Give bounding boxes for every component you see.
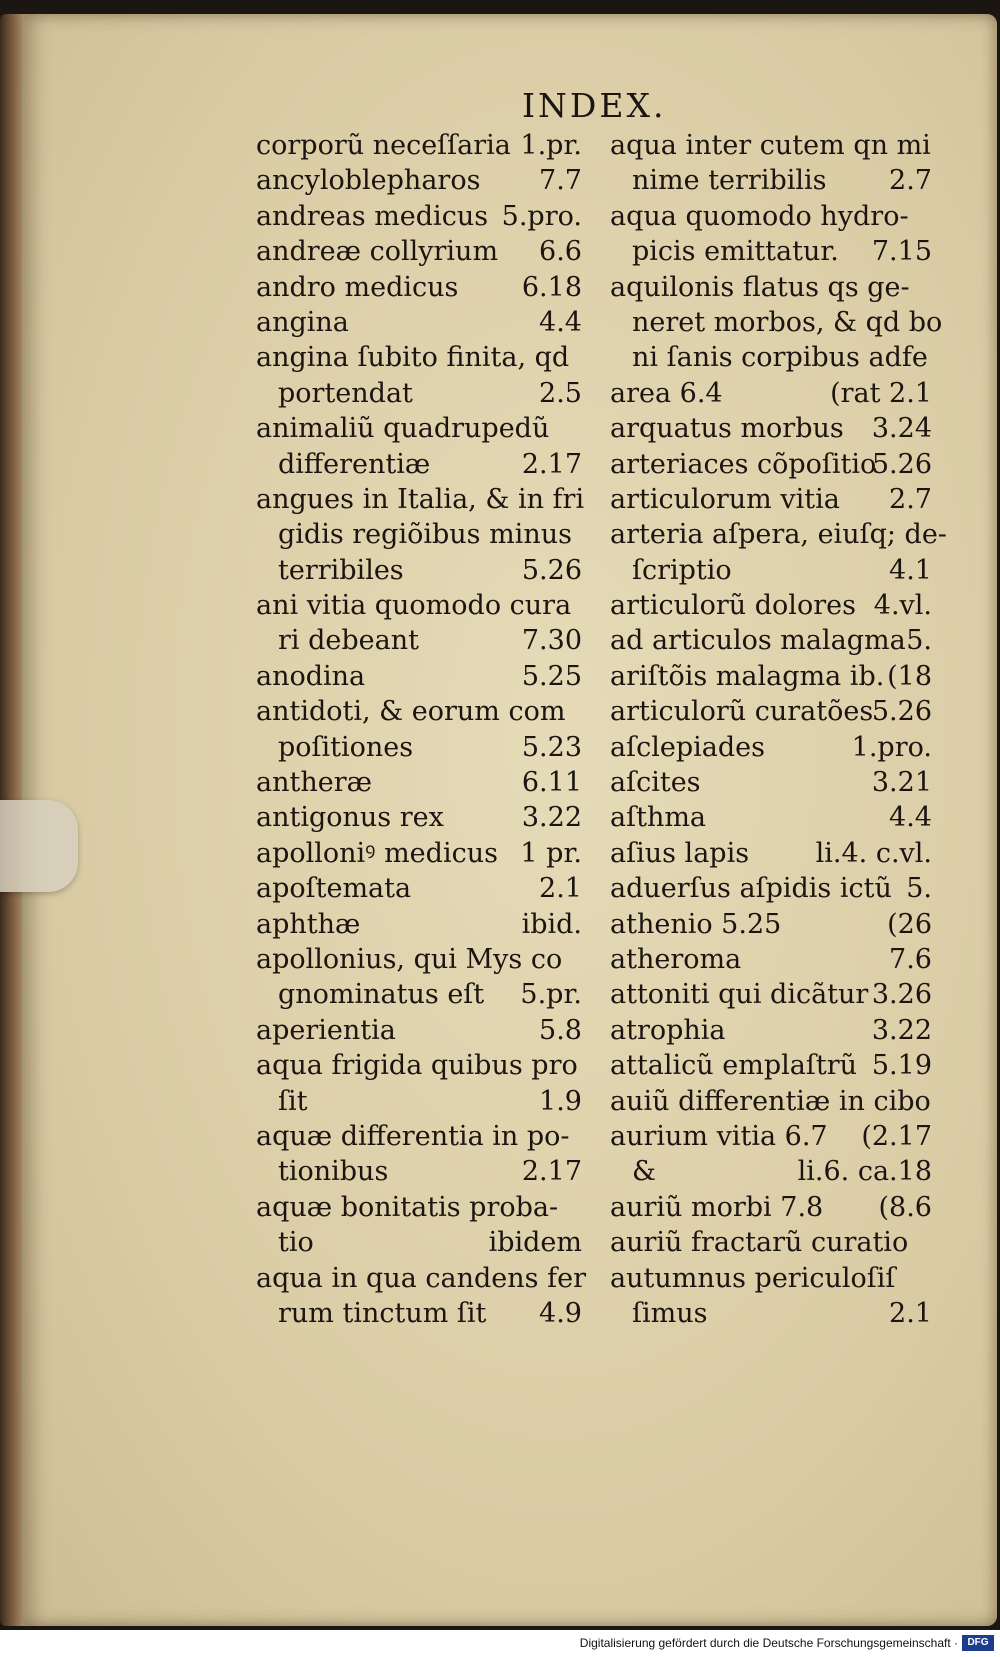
index-entry-reference: 5.26: [521, 554, 582, 586]
index-entry: [610, 942, 932, 977]
index-entry-reference: 4.vl.: [873, 590, 932, 622]
index-entry-reference: 5.pr.: [520, 979, 582, 1011]
index-entry: [610, 800, 932, 835]
index-entry: [610, 553, 932, 588]
index-entry-reference: 3.22: [871, 1014, 932, 1046]
index-entry-reference: 3.22: [521, 802, 582, 834]
index-entry-reference: 7.30: [521, 625, 582, 657]
index-entry-text: attalicũ emplaſtrũ: [610, 1050, 857, 1082]
index-entry-reference: 1.9: [539, 1085, 582, 1117]
index-entry: [256, 942, 582, 977]
index-entry: [610, 871, 932, 906]
index-entry-reference: 4.4: [539, 306, 582, 338]
index-entry-text: andreas medicus: [256, 200, 489, 232]
index-entry-text: gidis regiõibus minus: [278, 519, 572, 551]
index-entry-text: ſcriptio: [632, 554, 732, 586]
index-entry-reference: 4.1: [889, 554, 932, 586]
index-entry: [610, 1013, 932, 1048]
index-entry: [256, 128, 582, 163]
index-entry-reference: 1.pr.: [520, 130, 582, 161]
index-entry-reference: 5.25: [521, 660, 582, 692]
index-entry: [610, 1190, 932, 1225]
index-entry: [610, 482, 932, 517]
index-entry-text: &: [632, 1156, 657, 1188]
index-entry-text: atrophia: [610, 1014, 726, 1046]
index-entry: [256, 836, 582, 871]
index-entry-text: poſitiones: [278, 731, 414, 763]
index-entry-reference: 5.: [906, 625, 932, 657]
index-entry-text: aperientia: [256, 1014, 396, 1046]
index-entry-text: arteriaces cõpoſitio: [610, 448, 877, 480]
index-entry-reference: 5.26: [871, 696, 932, 728]
index-entry: [256, 163, 582, 198]
index-entry-reference: ibid.: [521, 908, 582, 940]
index-entry: [610, 376, 932, 411]
index-entry: [256, 1154, 582, 1189]
index-entry-text: area 6.4: [610, 377, 723, 409]
index-entry: [610, 447, 932, 482]
index-entry: [256, 694, 582, 729]
index-entry-text: aqua in qua candens fer: [256, 1262, 586, 1294]
index-entry-text: animaliũ quadrupedũ: [256, 413, 550, 445]
index-entry-text: apolloniꝰ medicus: [256, 837, 498, 869]
index-entry-text: ſimus: [632, 1297, 708, 1329]
index-entry: [610, 659, 932, 694]
index-entry: [610, 730, 932, 765]
index-entry: [256, 1190, 582, 1225]
index-entry-text: attoniti qui dicãtur: [610, 979, 869, 1011]
index-entry: [610, 305, 943, 340]
index-entry-reference: 4.9: [539, 1297, 582, 1329]
index-entry-reference: 5.19: [871, 1050, 932, 1082]
footer-credit: Digitalisierung gefördert durch die Deutsche Forschungsgemeinschaft ·: [579, 1636, 958, 1650]
index-entry-text: ni ſanis corpibus adfe: [632, 342, 928, 374]
index-entry-text: aquilonis flatus qs ge-: [610, 271, 910, 303]
index-entry-reference: 3.24: [871, 413, 932, 445]
index-entry-text: antheræ: [256, 767, 372, 799]
index-entry-reference: (2.17: [861, 1120, 932, 1152]
index-entry-text: atheroma: [610, 943, 742, 975]
index-entry: [256, 447, 582, 482]
index-entry-text: angina ſubito finita, qd: [256, 342, 570, 374]
index-entry-reference: 2.5: [539, 377, 582, 409]
index-entry-reference: 7.7: [539, 165, 582, 197]
index-entry-text: anodina: [256, 660, 366, 692]
index-entry-reference: 7.15: [871, 236, 932, 268]
index-entry-reference: li.4. c.vl.: [815, 837, 932, 869]
index-entry-reference: (8.6: [878, 1191, 932, 1223]
index-entry: [610, 907, 932, 942]
index-entry-reference: 5.26: [871, 448, 932, 480]
index-entry: [610, 1261, 932, 1296]
index-entry-text: ancyloblepharos: [256, 165, 481, 197]
index-entry: [256, 482, 585, 517]
index-entry: [610, 1225, 932, 1260]
index-right-column: [610, 128, 947, 1331]
index-entry: [610, 517, 947, 552]
index-entry-text: corporũ neceſſaria: [256, 130, 511, 161]
index-entry-text: aquæ differentia in po-: [256, 1120, 570, 1152]
index-entry: [610, 623, 932, 658]
index-entry-text: andreæ collyrium: [256, 236, 499, 268]
index-entry-text: articulorũ curatões: [610, 696, 874, 728]
index-entry-text: aſius lapis: [610, 837, 750, 869]
index-entry-text: ariſtõis malagma ib.: [610, 660, 885, 692]
index-entry: [610, 234, 932, 269]
index-entry-text: aqua quomodo hydro-: [610, 200, 909, 232]
index-entry: [610, 694, 932, 729]
index-entry: [256, 1296, 582, 1331]
index-entry-text: aduerſus aſpidis ictũ: [610, 873, 892, 905]
index-entry-text: aſthma: [610, 802, 707, 834]
index-entry: [610, 977, 932, 1012]
index-entry: [256, 199, 582, 234]
index-entry-text: ad articulos malagma: [610, 625, 906, 657]
index-entry-reference: 2.17: [521, 1156, 582, 1188]
index-entry-reference: (26: [887, 908, 932, 940]
index-entry-reference: 5.23: [521, 731, 582, 763]
index-entry: [610, 765, 932, 800]
index-entry-reference: 5.pro.: [501, 200, 582, 232]
index-entry: [610, 836, 932, 871]
index-entry-reference: 6.6: [539, 236, 582, 268]
index-entry-text: aquæ bonitatis proba-: [256, 1191, 559, 1223]
index-entry-reference: 5.: [906, 873, 932, 905]
index-entry: [256, 340, 582, 375]
index-entry-text: tio: [278, 1227, 314, 1259]
index-entry: [256, 1261, 586, 1296]
index-entry: [256, 517, 582, 552]
index-entry: [256, 659, 582, 694]
index-entry: [256, 730, 582, 765]
dfg-logo: DFG: [962, 1635, 994, 1651]
index-entry-reference: li.6. ca.18: [797, 1156, 932, 1188]
index-entry-text: aqua frigida quibus pro: [256, 1050, 578, 1082]
index-entry-text: portendat: [278, 377, 413, 409]
index-entry: [256, 270, 582, 305]
index-entry: [256, 871, 582, 906]
index-entry-text: rum tinctum ſit: [278, 1297, 487, 1329]
index-entry-reference: ibidem: [488, 1227, 582, 1259]
index-entry-text: neret morbos, & qd bo: [632, 306, 943, 338]
index-entry-reference: 2.7: [889, 165, 932, 197]
index-entry-text: ſit: [278, 1085, 308, 1117]
index-entry-text: aſcites: [610, 767, 701, 799]
index-entry: [256, 1119, 582, 1154]
index-entry: [610, 1296, 932, 1331]
page-header: INDEX.: [522, 86, 667, 125]
index-entry-reference: 3.26: [871, 979, 932, 1011]
index-entry-text: arquatus morbus: [610, 413, 844, 445]
index-entry: [256, 623, 582, 658]
index-entry-reference: 7.6: [889, 943, 932, 975]
index-entry-text: differentiæ: [278, 448, 431, 480]
index-entry-text: tionibus: [278, 1156, 389, 1188]
index-entry-text: gnominatus eſt: [278, 979, 485, 1011]
index-entry-reference: 1.pro.: [851, 731, 932, 763]
index-entry: [610, 1119, 932, 1154]
index-entry: [256, 1084, 582, 1119]
index-entry-text: angues in Italia, & in fri: [256, 483, 585, 515]
index-entry-text: angina: [256, 306, 349, 338]
index-entry-text: articulorum vitia: [610, 483, 840, 515]
page-tab-slip: [0, 800, 78, 892]
index-entry-reference: 2.17: [521, 448, 582, 480]
index-entry: [256, 1013, 582, 1048]
index-entry-reference: (18: [887, 660, 932, 692]
index-entry-text: picis emittatur.: [632, 236, 839, 268]
index-entry-text: aſclepiades: [610, 731, 765, 763]
index-entry-text: antigonus rex: [256, 802, 444, 834]
index-entry: [256, 376, 582, 411]
index-entry: [610, 163, 932, 198]
index-entry-text: ri debeant: [278, 625, 419, 657]
index-entry-text: apoſtemata: [256, 873, 412, 905]
index-entry: [256, 800, 582, 835]
index-entry: [256, 553, 582, 588]
index-entry-text: andro medicus: [256, 271, 459, 303]
index-entry-text: nime terribilis: [632, 165, 827, 197]
index-entry-reference: 3.21: [871, 767, 932, 799]
index-entry: [610, 270, 932, 305]
index-entry: [610, 1154, 932, 1189]
index-entry: [256, 1225, 582, 1260]
index-entry-text: aurium vitia 6.7: [610, 1120, 828, 1152]
index-entry-text: aphthæ: [256, 908, 361, 940]
index-entry-reference: 4.4: [889, 802, 932, 834]
index-entry-reference: 6.18: [521, 271, 582, 303]
index-entry-text: autumnus periculoſiſ: [610, 1262, 896, 1294]
index-entry-text: apollonius, qui Mys co: [256, 943, 563, 975]
index-entry: [610, 1048, 932, 1083]
index-entry-reference: 5.8: [539, 1014, 582, 1046]
index-entry-text: auriũ morbi 7.8: [610, 1191, 824, 1223]
index-entry-reference: 2.1: [539, 873, 582, 905]
index-entry: [256, 907, 582, 942]
index-entry-text: auriũ fractarũ curatio: [610, 1227, 909, 1259]
index-entry: [610, 128, 932, 163]
index-entry: [610, 199, 932, 234]
index-entry: [256, 305, 582, 340]
index-entry-text: antidoti, & eorum com: [256, 696, 566, 728]
footer-bar: [0, 1630, 1000, 1657]
index-entry-reference: 2.1: [889, 1297, 932, 1329]
index-entry-reference: 6.11: [521, 767, 582, 799]
index-entry: [256, 1048, 582, 1083]
index-entry: [256, 234, 582, 269]
index-entry: [256, 411, 582, 446]
index-entry-text: athenio 5.25: [610, 908, 782, 940]
index-entry: [610, 411, 932, 446]
index-entry-reference: 1 pr.: [520, 837, 582, 869]
index-entry: [610, 340, 932, 375]
index-entry: [256, 977, 582, 1012]
index-entry-reference: 2.7: [889, 483, 932, 515]
index-left-column: [256, 128, 586, 1331]
index-entry: [610, 588, 932, 623]
index-entry-text: ani vitia quomodo cura: [256, 590, 572, 622]
index-entry-text: auiũ differentiæ in cibo: [610, 1085, 931, 1117]
index-entry-reference: (rat 2.1: [830, 377, 932, 409]
index-entry-text: arteria aſpera, eiuſq; de-: [610, 519, 947, 551]
index-entry-text: terribiles: [278, 554, 404, 586]
index-entry-text: articulorũ dolores: [610, 590, 856, 622]
index-entry: [256, 765, 582, 800]
index-entry: [610, 1084, 932, 1119]
index-entry: [256, 588, 582, 623]
index-entry-text: aqua inter cutem qn mi: [610, 130, 931, 161]
